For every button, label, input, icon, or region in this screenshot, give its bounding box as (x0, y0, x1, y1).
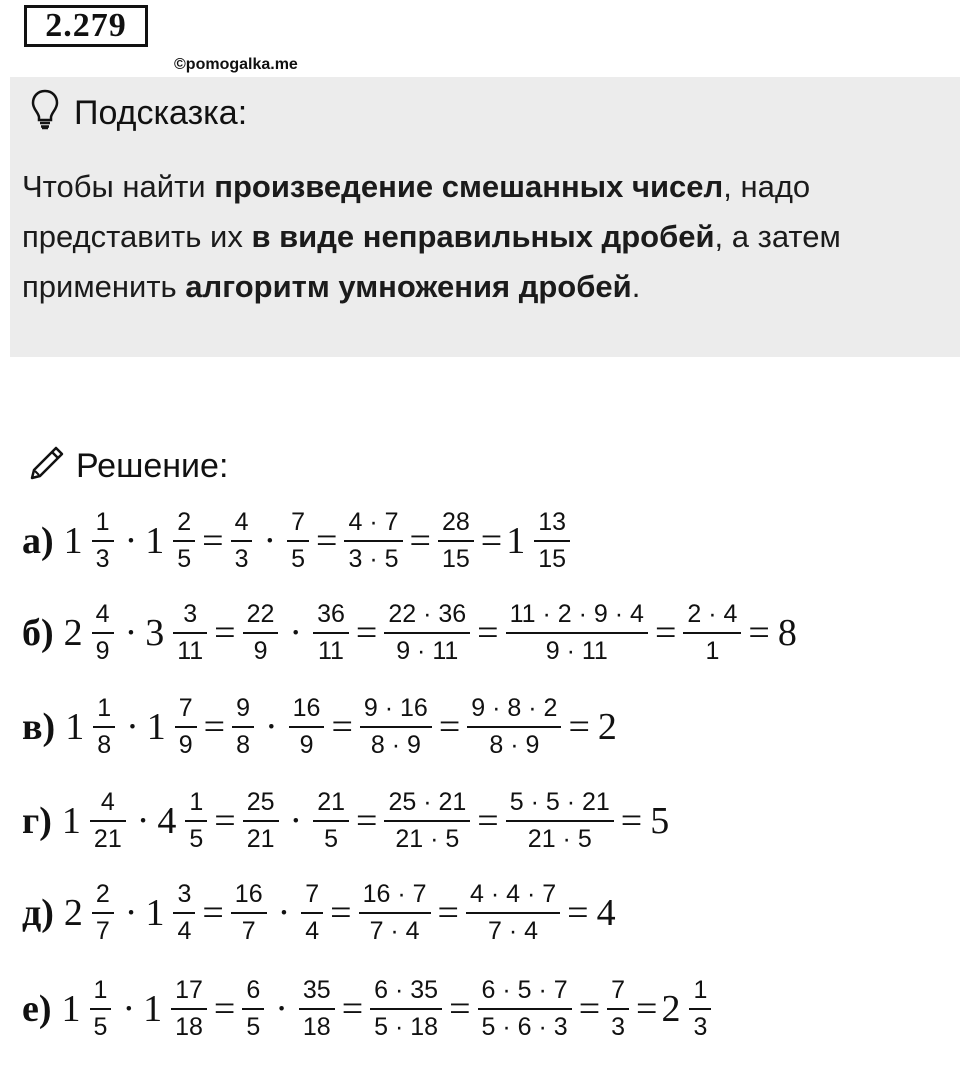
solution-row (22, 510, 573, 572)
row-label: д) (22, 892, 54, 934)
copyright-watermark: ©pomogalka.me (174, 56, 298, 73)
denominator: 7 (92, 912, 114, 944)
numerator: 17 (175, 976, 203, 1004)
denominator: 5 (90, 1008, 112, 1040)
fraction (506, 602, 648, 664)
hint-emphasis: в виде неправильных дробей (251, 219, 715, 254)
fraction (242, 978, 264, 1040)
fraction (689, 978, 711, 1040)
denominator: 3 · 5 (344, 540, 402, 572)
fraction (289, 696, 325, 758)
fraction (299, 978, 335, 1040)
fraction (173, 602, 207, 664)
denominator: 9 · 11 (506, 632, 648, 664)
row-label: г) (22, 800, 52, 842)
whole-part: 1 (146, 706, 166, 748)
fraction (90, 790, 126, 852)
numerator: 1 (693, 976, 708, 1004)
denominator: 3 (231, 540, 253, 572)
multiply-sign: · (263, 520, 277, 562)
numerator: 2 · 4 (687, 600, 738, 628)
whole-part: 1 (65, 706, 85, 748)
solution-row (22, 696, 621, 758)
fraction (232, 696, 254, 758)
multiply-sign: · (275, 988, 288, 1030)
whole-part: 2 (63, 892, 83, 934)
denominator: 4 (301, 912, 323, 944)
numerator: 9 · 8 · 2 (471, 694, 558, 722)
equals-sign: = (331, 706, 353, 748)
whole-part: 1 (61, 800, 81, 842)
numerator: 25 (246, 788, 275, 816)
equals-sign: = (214, 800, 236, 842)
numerator: 6 (246, 976, 261, 1004)
numerator: 6 · 5 · 7 (481, 976, 568, 1004)
fraction (359, 882, 431, 944)
hint-title: Подсказка: (74, 94, 248, 132)
whole-part: 2 (63, 612, 83, 654)
equals-sign: = (568, 706, 590, 748)
denominator: 3 (607, 1008, 629, 1040)
fraction (607, 978, 629, 1040)
numerator: 7 (291, 508, 306, 536)
solution-heading (26, 440, 228, 493)
hint-text-part: , надо представить их (22, 169, 811, 254)
equals-sign: = (214, 612, 236, 654)
solution-title: Решение: (76, 447, 229, 485)
multiply-sign: · (289, 800, 303, 842)
row-label: в) (22, 706, 56, 748)
fraction (243, 790, 279, 852)
equals-sign: = (355, 612, 378, 654)
pencil-icon (26, 440, 76, 493)
denominator: 11 (173, 632, 207, 664)
equals-sign: = (620, 800, 643, 842)
numerator: 4 · 4 · 7 (469, 880, 557, 908)
denominator: 8 · 9 (360, 726, 432, 758)
hint-text-part: . (631, 269, 641, 304)
row-label: е) (22, 988, 52, 1030)
numerator: 6 · 35 (374, 976, 439, 1004)
fraction (92, 602, 114, 664)
fraction (93, 696, 115, 758)
numerator: 36 (317, 600, 345, 628)
hint-text (22, 162, 952, 312)
numerator: 35 (302, 976, 331, 1004)
whole-part: 2 (661, 988, 681, 1030)
result-value: 8 (777, 612, 797, 654)
equals-sign: = (438, 706, 461, 748)
whole-part: 4 (157, 800, 177, 842)
denominator: 7 · 4 (359, 912, 431, 944)
whole-part: 1 (61, 988, 81, 1030)
numerator: 21 (317, 788, 346, 816)
whole-part: 1 (145, 892, 165, 934)
fraction (467, 696, 561, 758)
equals-sign: = (654, 612, 677, 654)
denominator: 1 (683, 632, 741, 664)
denominator: 21 (90, 820, 126, 852)
fraction (231, 882, 267, 944)
denominator: 4 (173, 912, 195, 944)
fraction (384, 790, 470, 852)
result-value: 2 (597, 706, 617, 748)
fraction (466, 882, 560, 944)
whole-part: 1 (63, 520, 83, 562)
denominator: 15 (438, 540, 474, 572)
fraction (313, 602, 349, 664)
solution-row (22, 978, 714, 1040)
row-label: б) (22, 612, 54, 654)
denominator: 3 (689, 1008, 711, 1040)
denominator: 5 · 6 · 3 (478, 1008, 572, 1040)
fraction (683, 602, 741, 664)
hint-text-part: Чтобы найти (22, 169, 215, 204)
denominator: 3 (92, 540, 114, 572)
numerator: 2 (177, 508, 192, 536)
denominator: 15 (534, 540, 570, 572)
fraction (438, 510, 474, 572)
equals-sign: = (203, 706, 226, 748)
multiply-sign: · (289, 612, 303, 654)
multiply-sign: · (265, 706, 278, 748)
hint-emphasis: произведение смешанных чисел (214, 169, 724, 204)
numerator: 16 (234, 880, 263, 908)
equals-sign: = (341, 988, 364, 1030)
denominator: 5 (173, 540, 195, 572)
hint-heading (30, 88, 247, 139)
numerator: 2 (95, 880, 110, 908)
fraction (534, 510, 570, 572)
numerator: 1 (95, 508, 110, 536)
equals-sign: = (449, 988, 471, 1030)
whole-part: 3 (145, 612, 165, 654)
equals-sign: = (409, 520, 431, 562)
numerator: 1 (93, 976, 108, 1004)
denominator: 7 · 4 (466, 912, 560, 944)
equals-sign: = (330, 892, 352, 934)
multiply-sign: · (124, 612, 138, 654)
denominator: 11 (313, 632, 349, 664)
fraction (301, 882, 323, 944)
result-value: 5 (650, 800, 670, 842)
numerator: 7 (611, 976, 626, 1004)
denominator: 21 · 5 (384, 820, 470, 852)
denominator: 5 · 18 (370, 1008, 442, 1040)
fraction (90, 978, 112, 1040)
equals-sign: = (316, 520, 338, 562)
numerator: 4 (100, 788, 115, 816)
fraction (384, 602, 470, 664)
denominator: 9 (92, 632, 114, 664)
fraction (173, 882, 195, 944)
fraction (171, 978, 207, 1040)
equals-sign: = (578, 988, 601, 1030)
denominator: 8 (93, 726, 115, 758)
denominator: 9 (289, 726, 325, 758)
lightbulb-icon (30, 88, 74, 139)
denominator: 18 (171, 1008, 207, 1040)
problem-number: 2.279 (24, 5, 148, 47)
whole-part: 1 (145, 520, 165, 562)
fraction (92, 510, 114, 572)
whole-part: 1 (506, 520, 526, 562)
equals-sign: = (748, 612, 770, 654)
multiply-sign: · (122, 988, 136, 1030)
denominator: 7 (231, 912, 267, 944)
denominator: 9 (175, 726, 197, 758)
numerator: 11 · 2 · 9 · 4 (509, 600, 644, 628)
fraction (243, 602, 279, 664)
fraction (313, 790, 349, 852)
hint-emphasis: алгоритм умножения дробей (185, 269, 632, 304)
equals-sign: = (477, 612, 499, 654)
multiply-sign: · (124, 892, 138, 934)
fraction (360, 696, 432, 758)
numerator: 22 · 36 (388, 600, 467, 628)
equals-sign: = (356, 800, 378, 842)
numerator: 4 · 7 (348, 508, 399, 536)
denominator: 5 (287, 540, 309, 572)
numerator: 9 · 16 (363, 694, 428, 722)
fraction (506, 790, 614, 852)
numerator: 13 (538, 508, 566, 536)
numerator: 3 (183, 600, 198, 628)
equals-sign: = (480, 520, 503, 562)
equals-sign: = (567, 892, 589, 934)
solution-row (22, 790, 673, 852)
equals-sign: = (477, 800, 499, 842)
fraction (173, 510, 195, 572)
numerator: 7 (305, 880, 320, 908)
denominator: 9 · 11 (384, 632, 470, 664)
numerator: 3 (177, 880, 192, 908)
fraction (185, 790, 207, 852)
fraction (92, 882, 114, 944)
numerator: 7 (178, 694, 193, 722)
numerator: 25 · 21 (388, 788, 467, 816)
numerator: 9 (236, 694, 250, 722)
result-value: 4 (596, 892, 616, 934)
multiply-sign: · (136, 800, 150, 842)
denominator: 9 (243, 632, 279, 664)
denominator: 8 · 9 (467, 726, 561, 758)
hint-text-part: , а затем применить (22, 219, 841, 304)
multiply-sign: · (277, 892, 291, 934)
fraction (478, 978, 572, 1040)
numerator: 5 · 5 · 21 (509, 788, 610, 816)
equals-sign: = (636, 988, 658, 1030)
fraction (370, 978, 442, 1040)
equals-sign: = (437, 892, 459, 934)
denominator: 21 · 5 (506, 820, 614, 852)
numerator: 16 (292, 694, 321, 722)
whole-part: 1 (143, 988, 163, 1030)
equals-sign: = (202, 520, 224, 562)
denominator: 5 (313, 820, 349, 852)
fraction (344, 510, 402, 572)
fraction (287, 510, 309, 572)
solution-row (22, 602, 801, 664)
denominator: 5 (185, 820, 207, 852)
numerator: 4 (234, 508, 249, 536)
multiply-sign: · (126, 706, 139, 748)
equals-sign: = (213, 988, 236, 1030)
multiply-sign: · (124, 520, 138, 562)
fraction (175, 696, 197, 758)
solution-row (22, 882, 620, 944)
denominator: 21 (243, 820, 279, 852)
numerator: 28 (441, 508, 470, 536)
numerator: 4 (95, 600, 110, 628)
numerator: 1 (97, 694, 112, 722)
denominator: 5 (242, 1008, 264, 1040)
numerator: 16 · 7 (362, 880, 427, 908)
row-label: а) (22, 520, 54, 562)
denominator: 8 (232, 726, 254, 758)
equals-sign: = (202, 892, 224, 934)
numerator: 1 (189, 788, 204, 816)
fraction (231, 510, 253, 572)
numerator: 22 (246, 600, 275, 628)
denominator: 18 (299, 1008, 335, 1040)
